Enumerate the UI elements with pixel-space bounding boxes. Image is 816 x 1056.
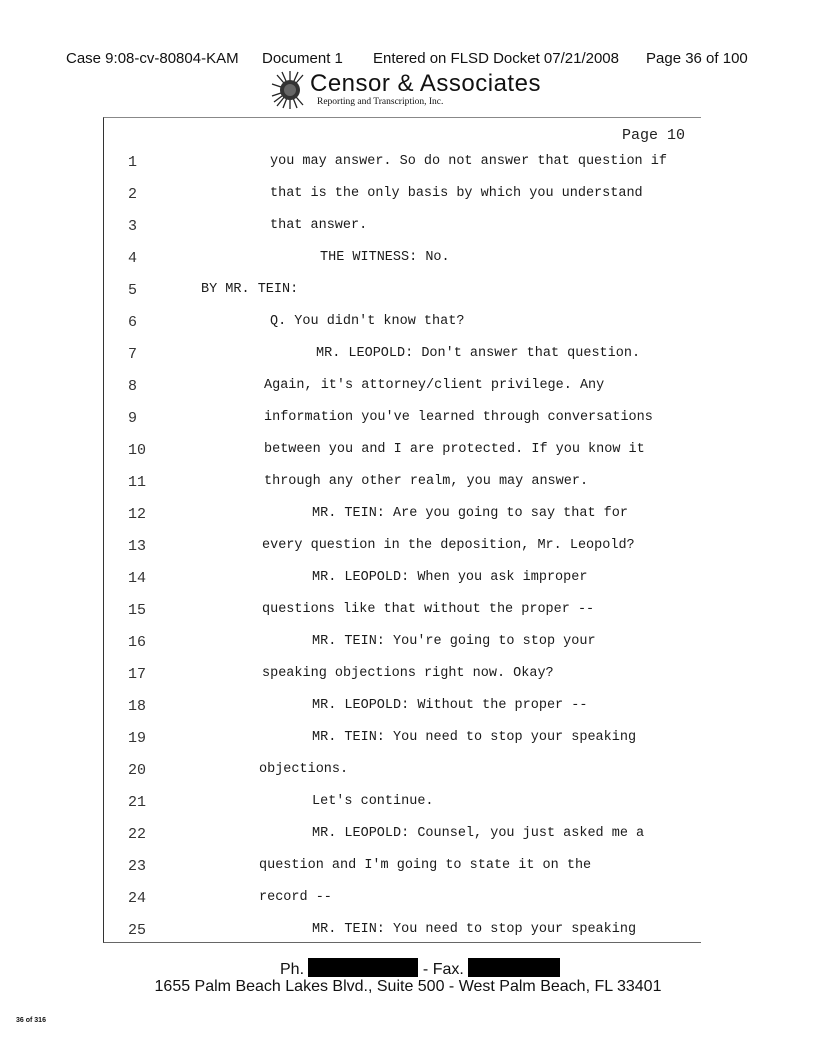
case-number: Case 9:08-cv-80804-KAM — [66, 50, 239, 67]
transcript-line — [104, 826, 701, 857]
transcript-line — [104, 442, 701, 473]
firm-name: Censor & Associates — [310, 70, 541, 97]
transcript-line — [104, 218, 701, 249]
redacted-fax — [468, 958, 560, 977]
phone-label: Ph. — [280, 961, 305, 978]
line-number: 15 — [128, 602, 147, 619]
line-number: 13 — [128, 538, 147, 555]
line-number: 23 — [128, 858, 147, 875]
transcript-line — [104, 154, 701, 185]
firm-tagline: Reporting and Transcription, Inc. — [317, 97, 444, 107]
transcript-line — [104, 794, 701, 825]
transcript-line — [104, 890, 701, 921]
line-text: you may answer. So do not answer that question if — [270, 154, 667, 169]
line-text: Let's continue. — [312, 794, 434, 809]
transcript-page — [103, 117, 701, 943]
transcript-line — [104, 186, 701, 217]
transcript-line — [104, 730, 701, 761]
transcript-line — [104, 698, 701, 729]
line-number: 8 — [128, 378, 138, 395]
line-text: Q. You didn't know that? — [270, 314, 465, 329]
line-text: THE WITNESS: No. — [320, 250, 450, 265]
line-text: questions like that without the proper -- — [262, 602, 595, 617]
line-text: Again, it's attorney/client privilege. Any — [264, 378, 605, 393]
redacted-phone — [308, 958, 418, 977]
line-number: 7 — [128, 346, 138, 363]
line-number: 25 — [128, 922, 147, 939]
transcript-line — [104, 858, 701, 889]
line-number: 6 — [128, 314, 138, 331]
line-number: 14 — [128, 570, 147, 587]
line-number: 2 — [128, 186, 138, 203]
line-number: 18 — [128, 698, 147, 715]
footer-address: 1655 Palm Beach Lakes Blvd., Suite 500 - West Palm Beach, FL 33401 — [154, 978, 662, 995]
line-number: 20 — [128, 762, 147, 779]
line-text: MR. TEIN: You need to stop your speaking — [312, 922, 637, 937]
line-text: MR. TEIN: Are you going to say that for — [312, 506, 628, 521]
line-number: 5 — [128, 282, 138, 299]
line-number: 4 — [128, 250, 138, 267]
transcript-line — [104, 570, 701, 601]
line-text: MR. LEOPOLD: When you ask improper — [312, 570, 588, 585]
transcript-line — [104, 762, 701, 793]
line-number: 17 — [128, 666, 147, 683]
line-text: MR. LEOPOLD: Counsel, you just asked me a — [312, 826, 645, 841]
line-number: 24 — [128, 890, 147, 907]
transcript-line — [104, 250, 701, 281]
transcript-line — [104, 314, 701, 345]
line-text: that is the only basis by which you understand — [270, 186, 643, 201]
line-number: 1 — [128, 154, 138, 171]
line-text: record -- — [259, 890, 332, 905]
line-text: question and I'm going to state it on the — [259, 858, 592, 873]
transcript-line — [104, 922, 701, 953]
transcript-line — [104, 346, 701, 377]
firm-logo — [270, 70, 550, 110]
line-text: MR. TEIN: You need to stop your speaking — [312, 730, 637, 745]
line-number: 11 — [128, 474, 147, 491]
docket-entry: Entered on FLSD Docket 07/21/2008 — [373, 50, 619, 67]
sunburst-logo-icon — [270, 70, 314, 110]
transcript-line — [104, 282, 701, 313]
transcript-line — [104, 474, 701, 505]
footer-contact — [280, 958, 560, 979]
transcript-page-label: Page 10 — [621, 127, 685, 144]
line-text: between you and I are protected. If you know it — [264, 442, 645, 457]
line-text: information you've learned through conversations — [264, 410, 653, 425]
line-text: MR. LEOPOLD: Don't answer that question. — [316, 346, 641, 361]
transcript-line — [104, 378, 701, 409]
line-text: that answer. — [270, 218, 368, 233]
transcript-line — [104, 506, 701, 537]
page-of-total: Page 36 of 100 — [646, 50, 748, 67]
line-number: 9 — [128, 410, 138, 427]
transcript-line — [104, 410, 701, 441]
transcript-line — [104, 602, 701, 633]
line-text: MR. LEOPOLD: Without the proper -- — [312, 698, 588, 713]
line-number: 19 — [128, 730, 147, 747]
transcript-line — [104, 666, 701, 697]
page-count: 36 of 316 — [16, 1017, 46, 1024]
line-number: 10 — [128, 442, 147, 459]
line-number: 12 — [128, 506, 147, 523]
line-text: MR. TEIN: You're going to stop your — [312, 634, 596, 649]
line-number: 22 — [128, 826, 147, 843]
line-text: through any other realm, you may answer. — [264, 474, 589, 489]
line-text: every question in the deposition, Mr. Leopold? — [262, 538, 635, 553]
line-number: 21 — [128, 794, 147, 811]
transcript-line — [104, 538, 701, 569]
transcript-line — [104, 634, 701, 665]
line-text: BY MR. TEIN: — [201, 282, 299, 297]
line-number: 16 — [128, 634, 147, 651]
line-text: objections. — [259, 762, 349, 777]
document-number: Document 1 — [262, 50, 343, 67]
fax-label: - Fax. — [422, 961, 464, 978]
line-number: 3 — [128, 218, 138, 235]
line-text: speaking objections right now. Okay? — [262, 666, 554, 681]
